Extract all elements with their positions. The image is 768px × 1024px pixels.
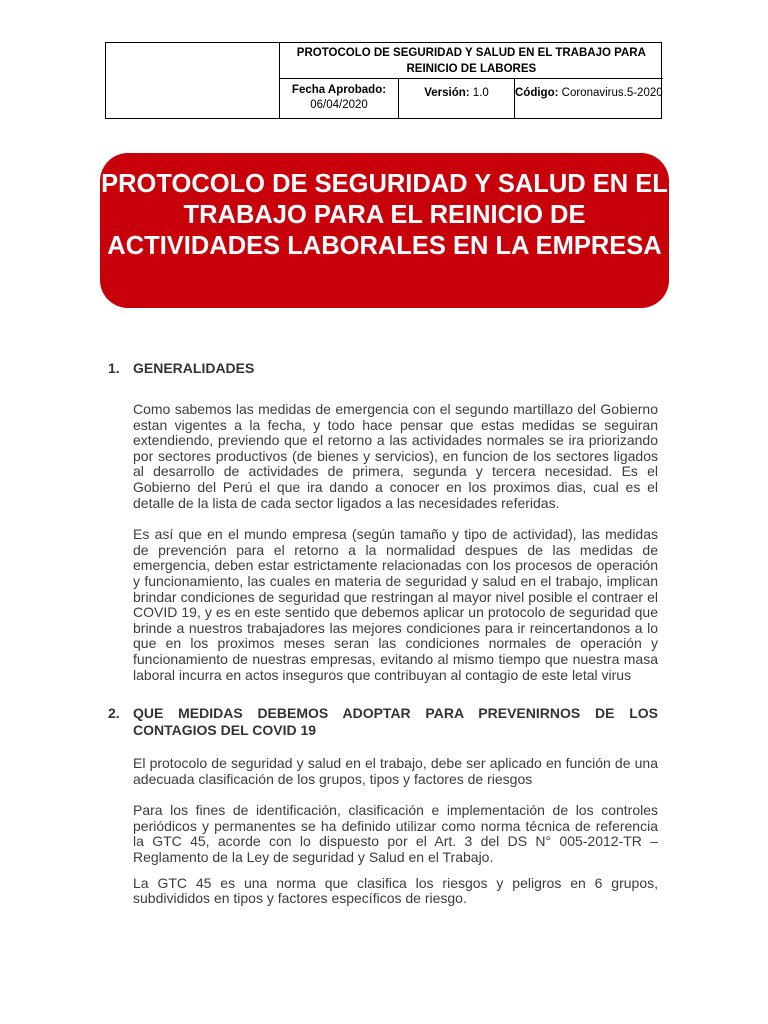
- version-value: 1.0: [472, 87, 489, 99]
- document-body: [108, 360, 658, 907]
- paragraph: Como sabemos las medidas de emergencia con el segundo martillazo del Gobierno estan vigentes a la fecha, y todo hace pensar que estas medidas se seguiran extendiendo, previendo que el retorno a las actividades normales se ira priorizando por sectores productivos (de bienes y servicios), en funcion de los sectores ligados al desarrollo de actividades de primera, segunda y tercera necesidad. Es el Gobierno del Perú el que ira dando a conocer en los proximos dias, cual es el detalle de la lista de cada sector ligados a las necesidades referidas.: [133, 401, 658, 511]
- document-header-table: [105, 42, 662, 119]
- section-heading-2: [108, 705, 658, 739]
- code-value: Coronavirus.5-2020: [561, 87, 663, 99]
- section-heading-1: [108, 360, 658, 377]
- version-label: Versión:: [424, 87, 470, 99]
- approval-date-cell: [280, 79, 399, 118]
- logo-cell: [106, 43, 280, 118]
- section-title: GENERALIDADES: [133, 360, 255, 376]
- paragraph: La GTC 45 es una norma que clasifica los riesgos y peligros en 6 grupos, subdivididos en tipos y factores específicos de riesgo.: [133, 874, 658, 907]
- paragraph: Es así que en el mundo empresa (según tamaño y tipo de actividad), las medidas de prevención para el retorno a la normalidad despues de las medidas de emergencia, deben estar estrictamente relacionadas con los procesos de operación y funcionamiento, las cuales en materia de seguridad y salud en el trabajo, implican brindar condiciones de seguridad que restringan al mayor nivel posible el contraer el COVID 19, y es en este sentido que debemos aplicar un protocolo de seguridad que brinde a nuestros trabajadores las mejores condiciones para ir reincertandonos a lo que en los proximos meses seran las condiciones normales de operación y funcionamiento de nuestras empresas, evitando al mismo tiempo que nuestra masa laboral incurra en actos inseguros que contribuyan al contagio de este letal virus: [133, 526, 658, 683]
- code-cell: [515, 79, 663, 118]
- approval-date-label: Fecha Aprobado:: [291, 84, 387, 96]
- paragraph: El protocolo de seguridad y salud en el trabajo, debe ser aplicado en función de una adecuada clasificación de los grupos, tipos y factores de riesgos: [133, 755, 658, 787]
- paragraph: Para los fines de identificación, clasificación e implementación de los controles periódicos y permanentes se ha definido utilizar como norma técnica de referencia la GTC 45, acorde con lo dispuesto por el Art. 3 del DS N° 005-2012-TR – Reglamento de la Ley de seguridad y Salud en el Trabajo.: [133, 802, 658, 866]
- title-banner: PROTOCOLO DE SEGURIDAD Y SALUD EN EL TRABAJO PARA EL REINICIO DE ACTIVIDADES LABORALES EN LA EMPRESA: [100, 153, 669, 308]
- section-number: 1.: [108, 360, 120, 376]
- section-number: 2.: [108, 705, 120, 722]
- header-title: PROTOCOLO DE SEGURIDAD Y SALUD EN EL TRABAJO PARA REINICIO DE LABORES: [280, 43, 663, 79]
- version-cell: [399, 79, 515, 118]
- code-label: Código:: [515, 87, 559, 99]
- approval-date-value: 06/04/2020: [310, 99, 368, 111]
- section-title: QUE MEDIDAS DEBEMOS ADOPTAR PARA PREVENIRNOS DE LOS CONTAGIOS DEL COVID 19: [133, 705, 658, 739]
